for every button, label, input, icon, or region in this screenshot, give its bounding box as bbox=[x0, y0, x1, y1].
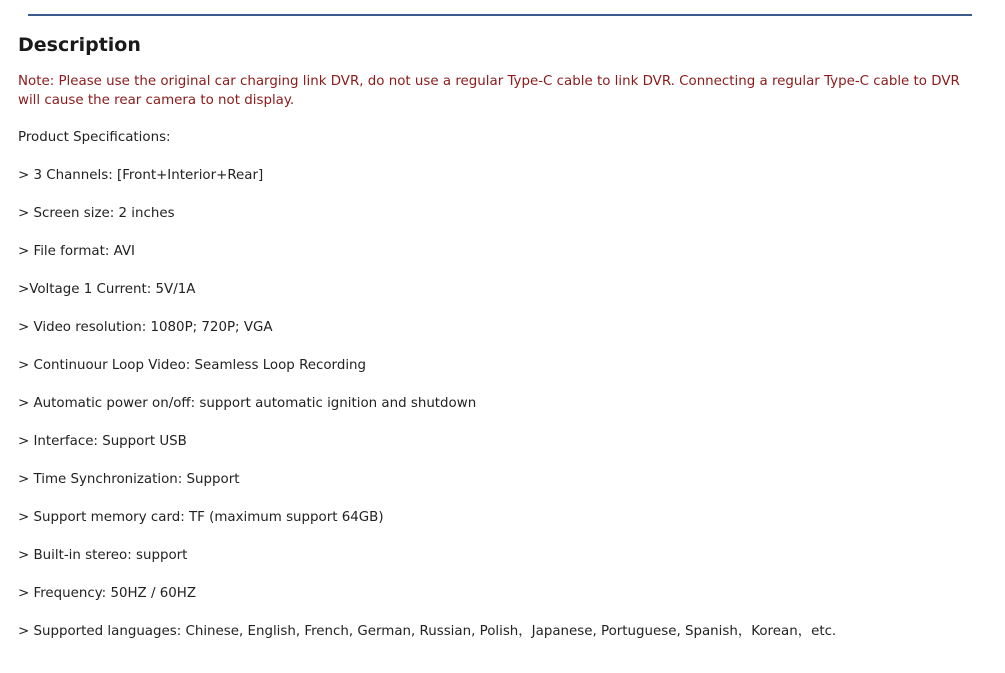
spec-item-loop-video: > Continuour Loop Video: Seamless Loop Recording bbox=[18, 358, 367, 373]
spec-item-interface: > Interface: Support USB bbox=[18, 434, 187, 449]
spec-item-frequency: > Frequency: 50HZ / 60HZ bbox=[18, 586, 197, 601]
specs-heading: Product Specifications: bbox=[18, 130, 171, 145]
spec-item-file-format: > File format: AVI bbox=[18, 244, 135, 259]
top-divider bbox=[28, 14, 972, 16]
spec-item-auto-power: > Automatic power on/off: support automatic ignition and shutdown bbox=[18, 396, 477, 411]
description-section bbox=[18, 30, 978, 641]
spec-item-time-sync: > Time Synchronization: Support bbox=[18, 472, 240, 487]
spec-item-channels: > 3 Channels: [Front+Interior+Rear] bbox=[18, 168, 264, 183]
spec-list bbox=[18, 166, 978, 641]
spec-item-memory-card: > Support memory card: TF (maximum support 64GB) bbox=[18, 510, 384, 525]
spec-item-video-resolution: > Video resolution: 1080P; 720P; VGA bbox=[18, 320, 273, 335]
spec-item-stereo: > Built-in stereo: support bbox=[18, 548, 188, 563]
section-title: Description bbox=[18, 34, 141, 56]
spec-item-languages: > Supported languages: Chinese, English, French, German, Russian, Polish，Japanese, Portuguese, Spanish，Korean，etc. bbox=[18, 624, 837, 639]
spec-item-voltage: >Voltage 1 Current: 5V/1A bbox=[18, 282, 196, 297]
spec-item-screen-size: > Screen size: 2 inches bbox=[18, 206, 175, 221]
warning-note: Note: Please use the original car charging link DVR, do not use a regular Type-C cable to link DVR. Connecting a regular Type-C cable to DVR will cause the rear camera to not display. bbox=[18, 74, 960, 108]
